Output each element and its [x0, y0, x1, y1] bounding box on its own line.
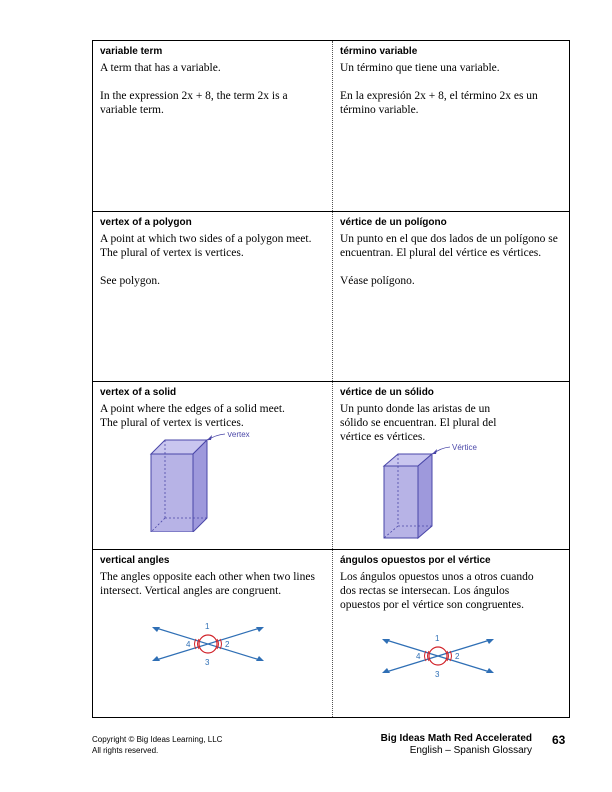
definition: A term that has a variable.: [100, 62, 221, 74]
definition: Un término que tiene una variable.: [340, 62, 500, 74]
term-heading: término variable: [340, 46, 418, 57]
card-vertical-angles-es: [333, 550, 571, 718]
definition: Un punto en el que dos lados de un polígono se encuentran. El plural del vértice es vértices.: [340, 233, 558, 259]
vertical-angles-figure: [148, 618, 268, 668]
example: En la expresión 2x + 8, el término 2x es un término variable.: [340, 90, 538, 116]
definition: The angles opposite each other when two lines intersect. Vertical angles are congruent.: [100, 571, 315, 597]
copyright-text: Copyright © Big Ideas Learning, LLC: [92, 735, 223, 744]
example: In the expression 2x + 8, the term 2x is a variable term.: [100, 90, 288, 116]
rights-text: All rights reserved.: [92, 746, 159, 755]
glossary-title: English – Spanish Glossary: [409, 745, 532, 756]
card-variable-term-en: [93, 41, 332, 211]
vertex-label: Vertex: [227, 432, 250, 439]
definition: A point where the edges of a solid meet. The plural of vertex is vertices.: [100, 403, 285, 429]
card-vertex-polygon-es: [333, 212, 571, 381]
angle-3-label: 3: [205, 658, 210, 667]
definition: Los ángulos opuestos unos a otros cuando dos rectas se intersecan. Los ángulos opuestos por el vértice son congruentes.: [340, 571, 534, 611]
flashcard-grid: [92, 40, 570, 718]
card-vertex-solid-es: [333, 382, 571, 549]
term-heading: vértice de un sólido: [340, 387, 434, 398]
definition: A point at which two sides of a polygon meet. The plural of vertex is vertices.: [100, 233, 312, 259]
copyright-footer: [92, 734, 222, 756]
page-number: 63: [552, 733, 566, 747]
term-heading: vertex of a polygon: [100, 217, 192, 228]
card-variable-term-es: [333, 41, 571, 211]
angle-4-label: 4: [416, 652, 421, 661]
card-vertex-polygon-en: [93, 212, 332, 381]
vertical-angles-figure: [378, 630, 498, 680]
definition: Un punto donde las aristas de un sólido se encuentran. El plural del vértice es vértices.: [340, 403, 497, 443]
see-also: See polygon.: [100, 275, 161, 287]
angle-1-label: 1: [205, 622, 210, 631]
angle-1-label: 1: [435, 634, 440, 643]
term-heading: vértice de un polígono: [340, 217, 447, 228]
term-heading: vertex of a solid: [100, 387, 177, 398]
rectangular-prism-figure: [143, 432, 293, 532]
card-vertical-angles-en: [93, 550, 332, 718]
angle-4-label: 4: [186, 640, 191, 649]
book-title: Big Ideas Math Red Accelerated: [380, 733, 532, 744]
term-heading: variable term: [100, 46, 163, 57]
vertice-label: Vértice: [452, 444, 477, 452]
rectangular-prism-figure: [378, 444, 528, 544]
angle-2-label: 2: [455, 652, 460, 661]
see-also: Véase polígono.: [340, 275, 415, 287]
angle-2-label: 2: [225, 640, 230, 649]
card-vertex-solid-en: [93, 382, 332, 549]
angle-3-label: 3: [435, 670, 440, 679]
term-heading: ángulos opuestos por el vértice: [340, 555, 491, 566]
term-heading: vertical angles: [100, 555, 170, 566]
book-footer: [381, 733, 532, 757]
